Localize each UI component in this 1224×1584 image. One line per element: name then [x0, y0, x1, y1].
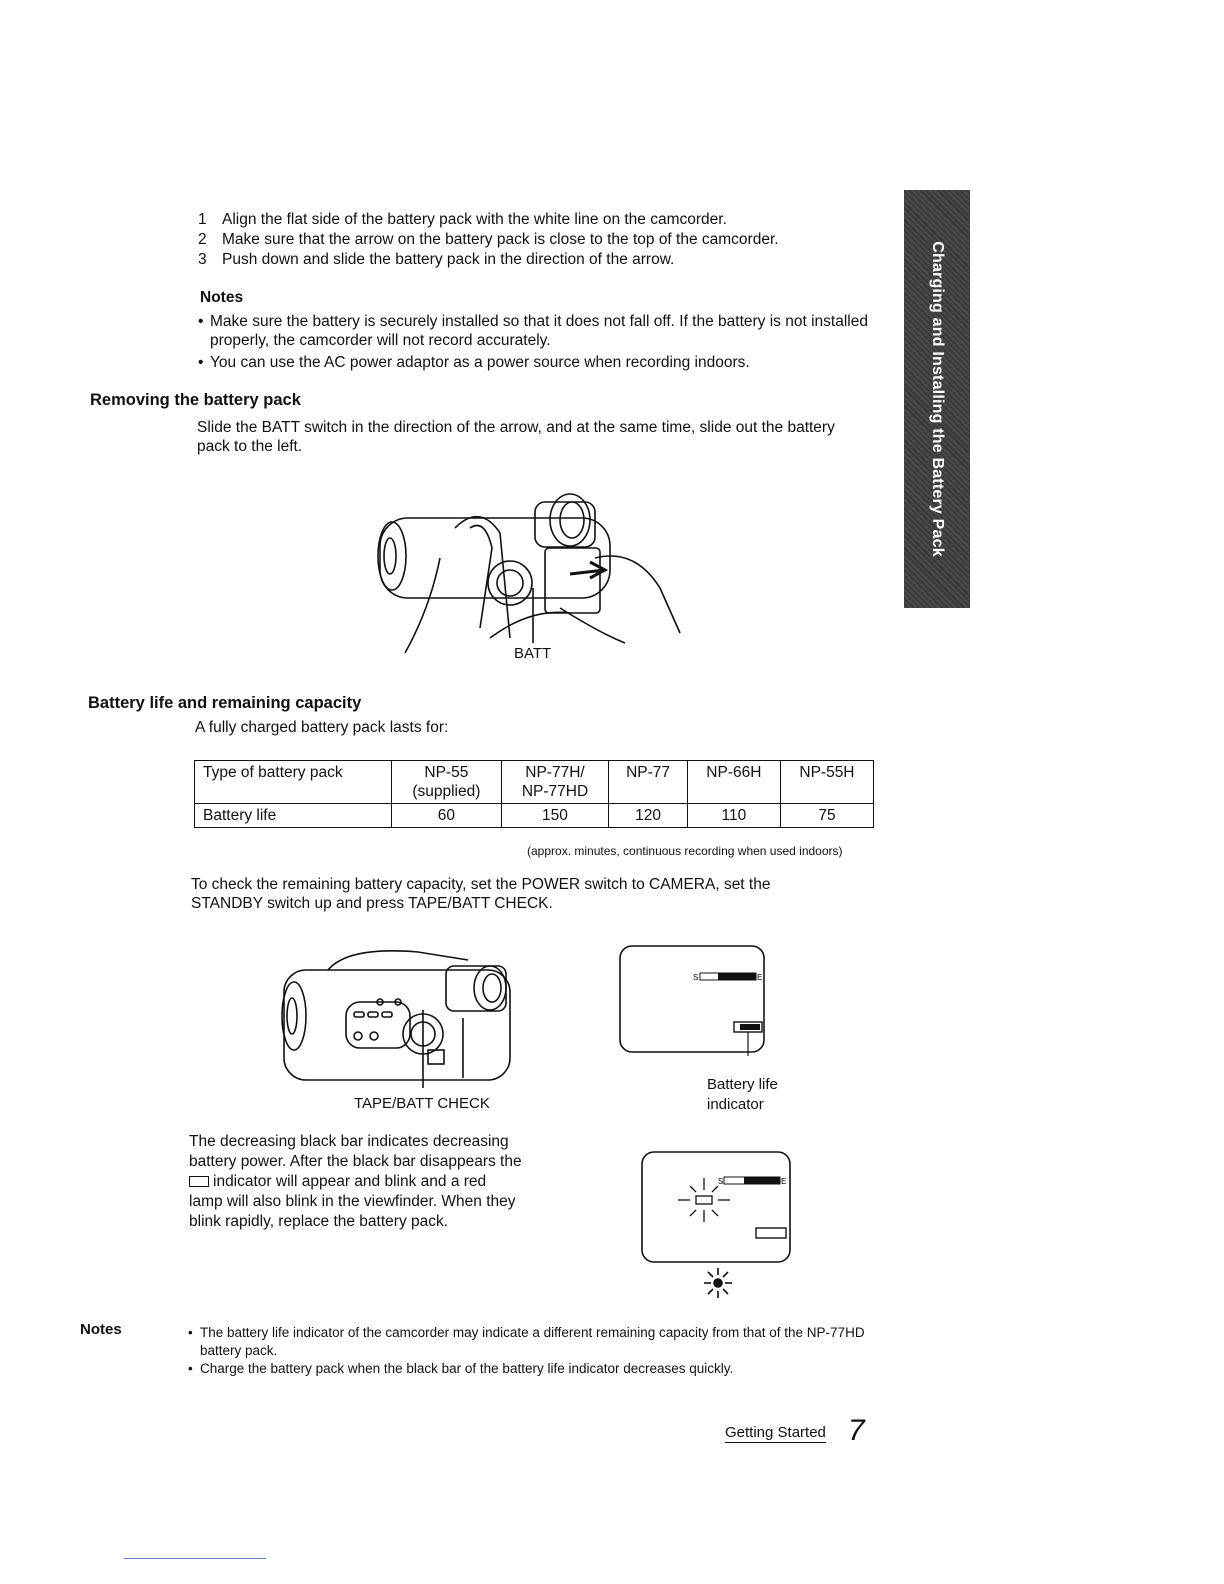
battery-empty-icon — [189, 1176, 209, 1187]
table-cell — [501, 761, 609, 804]
viewfinder-display-empty — [640, 1150, 796, 1300]
note-item — [188, 1360, 868, 1378]
step-1 — [198, 210, 878, 230]
notes-heading: Notes — [200, 289, 244, 306]
removing-text: Slide the BATT switch in the direction of the arrow, and at the same time, slide out the battery pack to the left. — [197, 419, 835, 455]
battery-model-note: (supplied) — [412, 783, 481, 800]
vf-e-mark: E — [757, 973, 763, 982]
battery-bar-fill — [718, 973, 756, 980]
battery-life-table — [194, 760, 874, 828]
step-number: 1 — [198, 211, 207, 228]
batt-switch-label: BATT — [514, 645, 552, 662]
notes-list — [198, 312, 888, 375]
page-number: 7 — [848, 1414, 865, 1447]
note-item — [188, 1324, 868, 1360]
removing-heading: Removing the battery pack — [90, 391, 301, 409]
bullet: • — [188, 1325, 193, 1340]
bullet: • — [198, 354, 204, 371]
installation-steps — [198, 210, 878, 270]
note-item — [198, 353, 888, 372]
vf-s-mark: S — [693, 973, 699, 982]
table-cell: 75 — [780, 804, 873, 828]
battery-model: NP-77 — [626, 764, 670, 781]
table-cell — [609, 761, 688, 804]
table-header-life: Battery life — [195, 804, 392, 828]
tape-batt-check-label: TAPE/BATT CHECK — [354, 1095, 490, 1112]
bullet: • — [198, 313, 204, 330]
notes2-heading: Notes — [80, 1321, 122, 1338]
step-number: 2 — [198, 231, 207, 248]
table-cell: 150 — [501, 804, 609, 828]
divider — [124, 1558, 266, 1559]
notes2-list — [188, 1324, 868, 1378]
step-text: Push down and slide the battery pack in the direction of the arrow. — [222, 251, 675, 268]
vf-e-mark: E — [781, 1177, 787, 1186]
table-cell — [392, 761, 502, 804]
step-text: Make sure that the arrow on the battery pack is close to the top of the camcorder. — [222, 231, 779, 248]
battery-life-intro: A fully charged battery pack lasts for: — [195, 719, 449, 736]
decreasing-line: battery power. After the black bar disappears the — [189, 1153, 522, 1170]
table-cell: 60 — [392, 804, 502, 828]
table-header-type: Type of battery pack — [195, 761, 392, 804]
step-2 — [198, 230, 878, 250]
table-cell — [780, 761, 873, 804]
table-cell: 120 — [609, 804, 688, 828]
vf-s-mark: S — [718, 1177, 724, 1186]
step-3 — [198, 250, 878, 270]
remove-battery-illustration — [360, 488, 700, 668]
note-text: Make sure the battery is securely installed so that it does not fall off. If the battery is not installed properly, the camcorder will not record accurately. — [210, 313, 868, 349]
decreasing-line: blink rapidly, replace the battery pack. — [189, 1213, 449, 1230]
viewfinder-display-full — [618, 944, 768, 1056]
decreasing-line-3 — [189, 1172, 569, 1192]
footer-section — [725, 1424, 826, 1441]
bullet: • — [188, 1361, 193, 1376]
note-text: The battery life indicator of the camcorder may indicate a different remaining capacity from that of the NP-77HD battery pack. — [200, 1325, 865, 1358]
note-item — [198, 312, 888, 350]
footer-section-label: Getting Started — [725, 1424, 826, 1441]
battery-life-heading: Battery life and remaining capacity — [88, 694, 362, 712]
table-caption: (approx. minutes, continuous recording when used indoors) — [527, 844, 843, 858]
check-capacity-text: To check the remaining battery capacity, set the POWER switch to CAMERA, set the STANDBY switch up and press TAPE/BATT CHECK. — [191, 876, 771, 912]
battery-model: NP-55 — [424, 764, 469, 781]
table-row — [195, 804, 874, 828]
battery-life-indicator-label-2: indicator — [707, 1096, 764, 1113]
camcorder-illustration — [268, 938, 524, 1088]
battery-model: NP-66H — [706, 764, 762, 781]
table-cell — [687, 761, 780, 804]
table-cell: 110 — [687, 804, 780, 828]
chapter-side-tab-label: Charging and Installing the Battery Pack — [929, 241, 946, 557]
note-text: You can use the AC power adaptor as a power source when recording indoors. — [210, 354, 750, 371]
table-row — [195, 761, 874, 804]
battery-life-indicator-label-1: Battery life — [707, 1076, 778, 1093]
note-text: Charge the battery pack when the black bar of the battery life indicator decreases quickly. — [200, 1361, 734, 1376]
step-number: 3 — [198, 251, 207, 268]
battery-model: NP-55H — [799, 764, 855, 781]
step-text: Align the flat side of the battery pack with the white line on the camcorder. — [222, 211, 727, 228]
battery-model: NP-77H/ — [525, 764, 585, 781]
battery-model-note: NP-77HD — [521, 783, 589, 800]
decreasing-line: The decreasing black bar indicates decreasing — [189, 1133, 509, 1150]
decreasing-text — [189, 1132, 569, 1232]
decreasing-line: lamp will also blink in the viewfinder. When they — [189, 1193, 516, 1210]
chapter-side-tab — [904, 190, 970, 608]
decreasing-line: indicator will appear and blink and a red — [213, 1173, 487, 1190]
red-lamp-blink-icon — [704, 1268, 732, 1298]
